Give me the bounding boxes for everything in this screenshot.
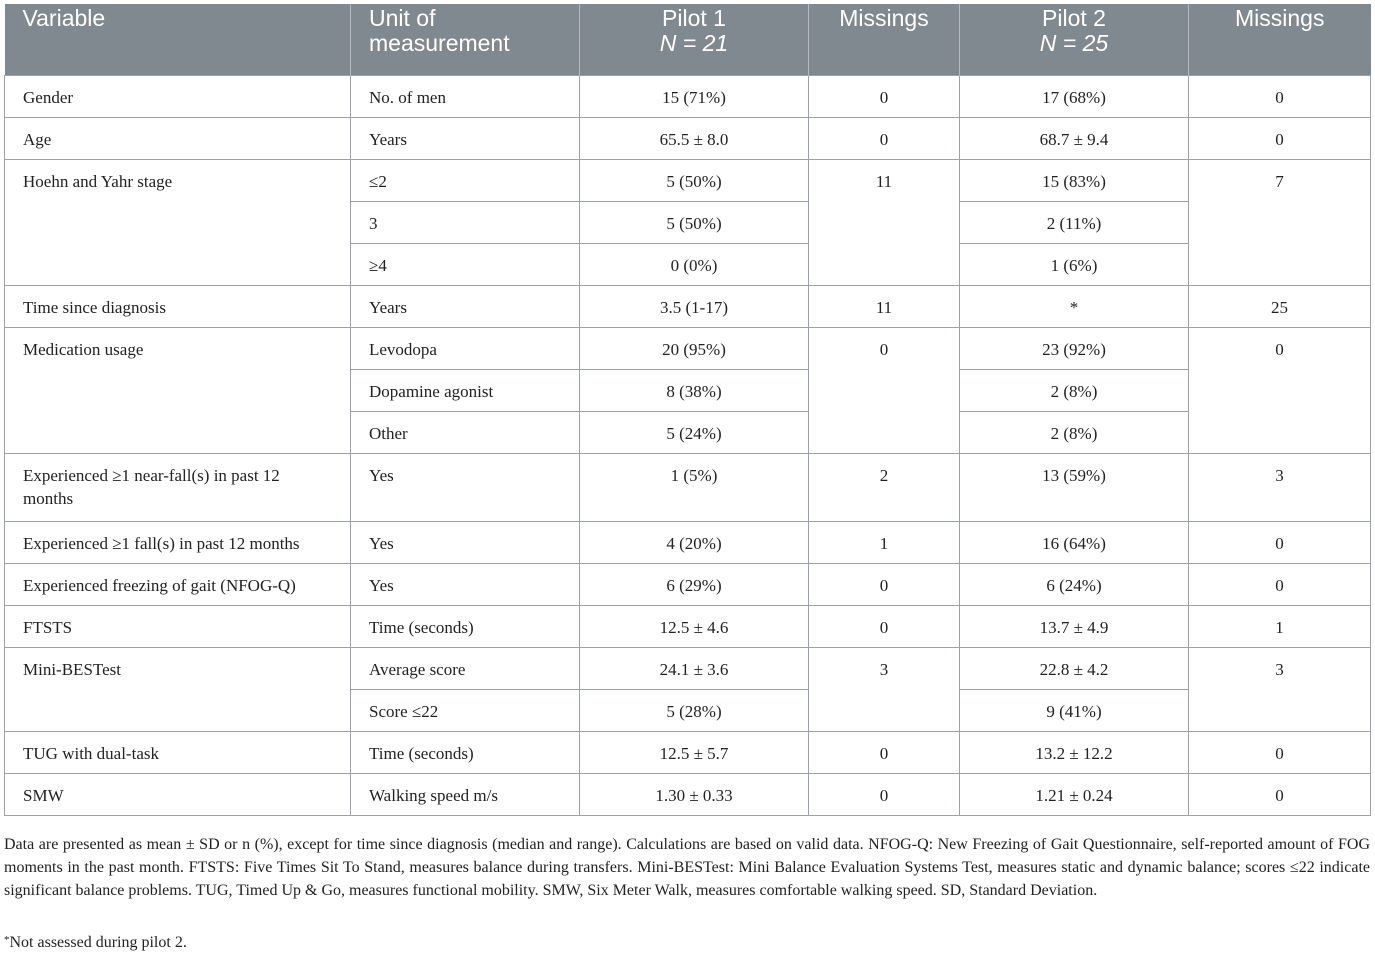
header-variable: Variable [5,4,351,75]
cell-variable: Experienced ≥1 fall(s) in past 12 months [5,521,351,563]
cell-missings2: 0 [1189,563,1371,605]
cell-pilot2: 23 (92%) [960,327,1189,369]
cell-missings1: 11 [809,159,960,285]
cell-pilot1: 12.5 ± 4.6 [580,605,809,647]
table-row [5,563,1371,605]
table-row [5,647,1371,689]
cell-missings1: 11 [809,285,960,327]
table-row [5,285,1371,327]
cell-missings1: 1 [809,521,960,563]
cell-pilot2: 15 (83%) [960,159,1189,201]
cell-pilot1: 5 (28%) [580,689,809,731]
cell-unit: ≤2 [351,159,580,201]
table-row [5,521,1371,563]
header-unit: Unit of measurement [351,4,580,75]
cell-missings1: 0 [809,563,960,605]
table-row [5,327,1371,369]
cell-pilot2: 22.8 ± 4.2 [960,647,1189,689]
cell-variable: Age [5,117,351,159]
header-missings1: Missings [809,4,960,75]
cell-missings2: 0 [1189,117,1371,159]
table-row [5,731,1371,773]
cell-variable: FTSTS [5,605,351,647]
cell-missings2: 3 [1189,453,1371,521]
cell-missings1: 0 [809,773,960,815]
cell-missings2: 0 [1189,521,1371,563]
cell-pilot1: 65.5 ± 8.0 [580,117,809,159]
cell-missings2: 0 [1189,327,1371,453]
cell-unit: No. of men [351,75,580,117]
cell-pilot2: * [960,285,1189,327]
cell-unit: Walking speed m/s [351,773,580,815]
cell-missings1: 0 [809,327,960,453]
cell-variable: Experienced freezing of gait (NFOG-Q) [5,563,351,605]
cell-unit: Yes [351,453,580,521]
table-row [5,605,1371,647]
cell-pilot1: 1 (5%) [580,453,809,521]
header-pilot1-n: N = 21 [659,30,729,56]
cell-unit: Yes [351,521,580,563]
table-footnote-asterisk [4,931,1370,954]
header-pilot1 [580,4,809,75]
cell-pilot2: 2 (8%) [960,411,1189,453]
table-row [5,117,1371,159]
cell-missings1: 3 [809,647,960,731]
cell-variable: Gender [5,75,351,117]
cell-missings2: 0 [1189,75,1371,117]
cell-pilot2: 1.21 ± 0.24 [960,773,1189,815]
cell-pilot1: 15 (71%) [580,75,809,117]
cell-pilot1: 24.1 ± 3.6 [580,647,809,689]
cell-pilot1: 5 (50%) [580,201,809,243]
cell-pilot2: 16 (64%) [960,521,1189,563]
cell-missings2: 0 [1189,731,1371,773]
cell-variable: Medication usage [5,327,351,453]
table-row [5,453,1371,521]
footnote-mark: * [4,934,10,946]
cell-pilot1: 3.5 (1-17) [580,285,809,327]
header-pilot2 [960,4,1189,75]
cell-missings2: 3 [1189,647,1371,731]
header-pilot2-n: N = 25 [1039,30,1109,56]
cell-unit: Dopamine agonist [351,369,580,411]
cell-pilot2: 2 (8%) [960,369,1189,411]
cell-unit: Years [351,117,580,159]
cell-missings1: 0 [809,75,960,117]
cell-unit: 3 [351,201,580,243]
cell-variable: Experienced ≥1 near-fall(s) in past 12 months [5,453,351,521]
cell-pilot2: 13.7 ± 4.9 [960,605,1189,647]
cell-pilot2: 9 (41%) [960,689,1189,731]
cell-pilot1: 8 (38%) [580,369,809,411]
cell-pilot2: 68.7 ± 9.4 [960,117,1189,159]
cell-missings2: 0 [1189,773,1371,815]
cell-pilot2: 17 (68%) [960,75,1189,117]
cell-pilot1: 6 (29%) [580,563,809,605]
cell-unit: Other [351,411,580,453]
cell-missings2: 7 [1189,159,1371,285]
table-row [5,75,1371,117]
cell-unit: Average score [351,647,580,689]
header-missings2: Missings [1189,4,1371,75]
cell-pilot1: 20 (95%) [580,327,809,369]
demographics-table [4,4,1371,816]
table-row [5,159,1371,201]
cell-missings2: 1 [1189,605,1371,647]
cell-variable: TUG with dual-task [5,731,351,773]
cell-variable: Mini-BESTest [5,647,351,731]
cell-unit: ≥4 [351,243,580,285]
cell-unit: Score ≤22 [351,689,580,731]
cell-missings2: 25 [1189,285,1371,327]
table-row [5,773,1371,815]
footnote-text: Not assessed during pilot 2. [9,934,187,951]
cell-pilot2: 1 (6%) [960,243,1189,285]
cell-pilot1: 0 (0%) [580,243,809,285]
header-pilot2-title: Pilot 2 [1042,5,1106,31]
cell-pilot1: 1.30 ± 0.33 [580,773,809,815]
cell-pilot1: 12.5 ± 5.7 [580,731,809,773]
cell-pilot1: 5 (50%) [580,159,809,201]
cell-variable: Hoehn and Yahr stage [5,159,351,285]
cell-unit: Years [351,285,580,327]
cell-missings1: 0 [809,605,960,647]
table-footnote: Data are presented as mean ± SD or n (%), except for time since diagnosis (median and range). Calculations are based on valid data. NFOG-Q: New Freezing of Gait Questionnaire, self-reported amount of FOG moments in the past month. FTSTS: Five Times Sit To Stand, measures balance during transfers. Mini-BESTest: Mini Balance Evaluation Systems Test, measures static and dynamic balance; scores ≤22 indicate significant balance problems. TUG, Timed Up & Go, measures functional mobility. SMW, Six Meter Walk, measures comfortable walking speed. SD, Standard Deviation. [4,836,1370,899]
header-pilot1-title: Pilot 1 [662,5,726,31]
cell-variable: Time since diagnosis [5,285,351,327]
cell-missings1: 0 [809,731,960,773]
cell-pilot2: 6 (24%) [960,563,1189,605]
cell-pilot1: 5 (24%) [580,411,809,453]
cell-pilot2: 13.2 ± 12.2 [960,731,1189,773]
cell-unit: Levodopa [351,327,580,369]
cell-missings1: 2 [809,453,960,521]
cell-pilot1: 4 (20%) [580,521,809,563]
cell-unit: Time (seconds) [351,605,580,647]
header-row [5,4,1371,75]
cell-missings1: 0 [809,117,960,159]
cell-unit: Time (seconds) [351,731,580,773]
cell-pilot2: 13 (59%) [960,453,1189,521]
cell-unit: Yes [351,563,580,605]
cell-variable: SMW [5,773,351,815]
cell-pilot2: 2 (11%) [960,201,1189,243]
